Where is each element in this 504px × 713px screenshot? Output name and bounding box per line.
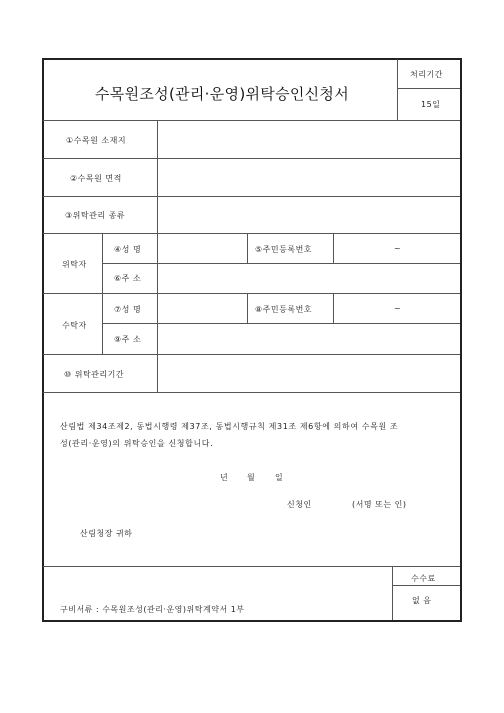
form-border-bottom bbox=[42, 620, 462, 622]
location-label: ①수목원 소재지 bbox=[66, 136, 127, 145]
trustee-name-label: ⑦성 명 bbox=[114, 305, 142, 314]
statement-line-1: 산림법 제34조제2, 동법시행령 제37조, 동법시행규칙 제31조 제6항에 의하여 수목원 조 bbox=[60, 422, 399, 431]
date-day-label: 일 bbox=[275, 473, 284, 482]
trustee-idno-separator: ~ bbox=[394, 304, 402, 313]
statement-line-2: 성(관리·운영)의 위탁승인을 신청합니다. bbox=[60, 439, 214, 448]
area-label: ②수목원 면적 bbox=[70, 174, 122, 183]
period-label: ⑩ 위탁관리기간 bbox=[64, 370, 125, 379]
processing-period-value: 15일 bbox=[421, 100, 441, 109]
consignor-address-label: ⑥주 소 bbox=[114, 274, 142, 283]
trustee-idno-label: ⑧주민등록번호 bbox=[255, 305, 313, 314]
row-line bbox=[43, 196, 460, 197]
group-column-divider bbox=[102, 233, 103, 354]
row-line bbox=[43, 233, 460, 234]
fee-box-divider bbox=[392, 566, 393, 620]
processing-period-label: 처리기간 bbox=[410, 70, 443, 79]
trustee-group-label: 수탁자 bbox=[62, 321, 87, 330]
consignor-name-label: ④성 명 bbox=[114, 245, 142, 254]
consignor-group-label: 위탁자 bbox=[62, 260, 87, 269]
date-year-label: 년 bbox=[220, 473, 229, 482]
row-line bbox=[102, 323, 460, 324]
form-border-right bbox=[460, 58, 462, 622]
row-line bbox=[43, 158, 460, 159]
label-column-divider bbox=[157, 120, 158, 392]
processing-box-divider bbox=[397, 59, 398, 120]
form-title: 수목원조성(관리·운영)위탁승인신청서 bbox=[95, 85, 350, 103]
fee-value: 없 음 bbox=[412, 596, 432, 605]
form-border-top bbox=[42, 58, 462, 60]
signature-note: (서명 또는 인) bbox=[352, 500, 407, 509]
fee-box-mid bbox=[392, 585, 460, 586]
idno-label-left bbox=[247, 233, 248, 263]
form-border-left bbox=[42, 58, 44, 622]
idno-label-left bbox=[247, 293, 248, 323]
recipient-line: 산림청장 귀하 bbox=[80, 529, 133, 538]
consignor-idno-separator: ~ bbox=[394, 244, 402, 253]
title-bottom-line bbox=[43, 120, 460, 121]
row-line bbox=[43, 354, 460, 355]
required-documents: 구비서류 : 수목원조성(관리·운영)위탁계약서 1부 bbox=[60, 605, 245, 614]
idno-label-right bbox=[333, 293, 334, 323]
management-type-label: ③위탁관리 종류 bbox=[65, 211, 126, 220]
trustee-address-label: ⑨주 소 bbox=[114, 335, 142, 344]
date-month-label: 월 bbox=[247, 473, 256, 482]
processing-box-mid bbox=[397, 88, 460, 89]
idno-label-right bbox=[333, 233, 334, 263]
footer-top-line bbox=[43, 566, 460, 567]
consignor-idno-label: ⑤주민등록번호 bbox=[255, 245, 313, 254]
applicant-label: 신청인 bbox=[287, 500, 312, 509]
fee-label: 수수료 bbox=[411, 574, 436, 583]
row-line bbox=[43, 392, 460, 393]
row-line bbox=[102, 263, 460, 264]
row-line bbox=[43, 293, 460, 294]
